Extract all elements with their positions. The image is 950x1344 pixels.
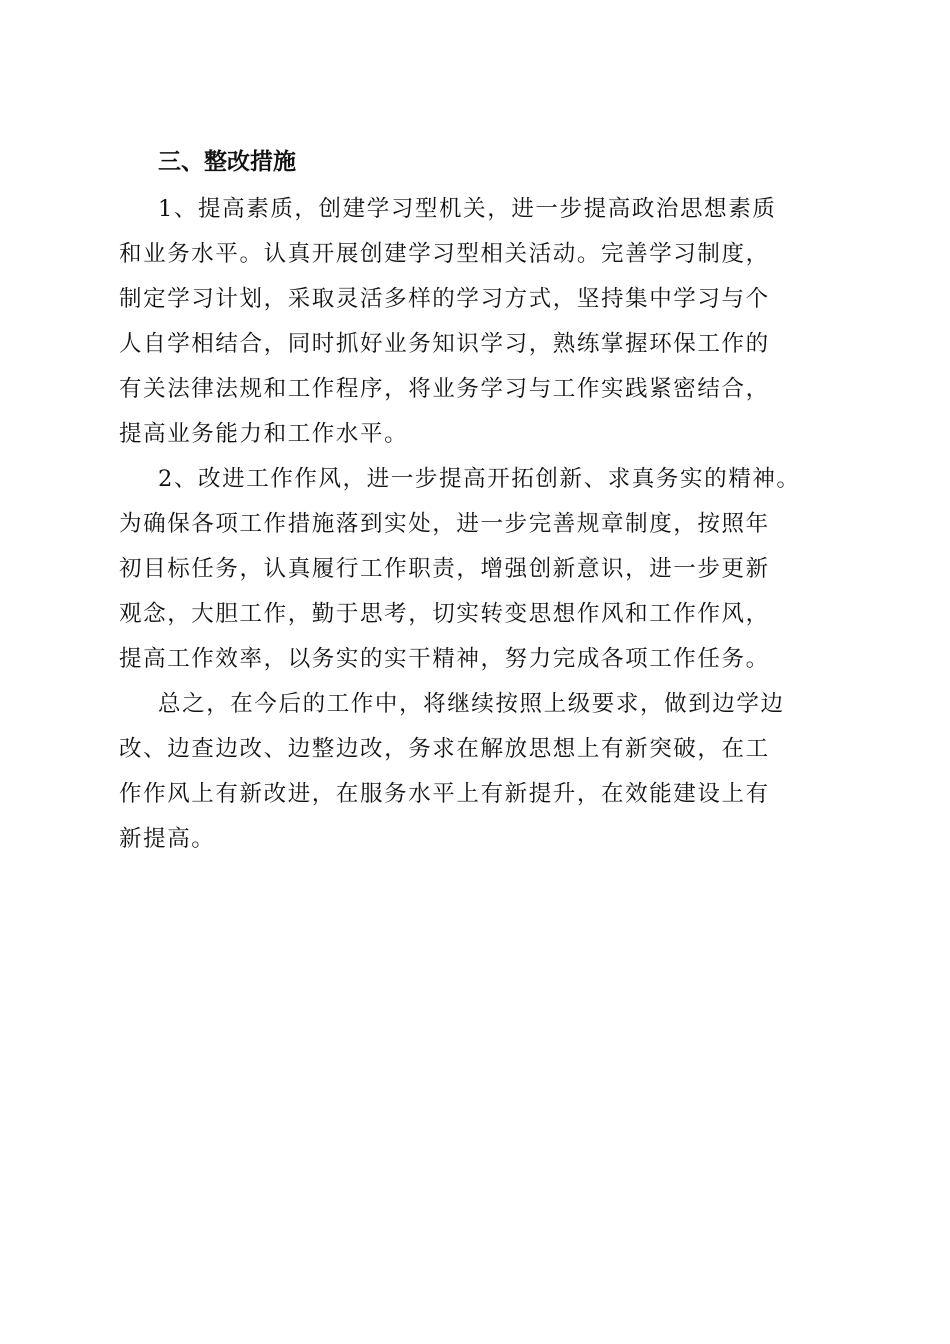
paragraph-line: 初目标任务，认真履行工作职责，增强创新意识，进一步更新 xyxy=(119,556,770,582)
paragraph-line: 总之，在今后的工作中，将继续按照上级要求，做到边学边 xyxy=(158,691,785,717)
paragraph-line: 提高工作效率，以务实的实干精神，努力完成各项工作任务。 xyxy=(119,646,770,672)
paragraph-line: 新提高。 xyxy=(119,826,216,852)
paragraph-line: 观念，大胆工作，勤于思考，切实转变思想作风和工作作风， xyxy=(119,601,770,627)
paragraph-line: 制定学习计划，采取灵活多样的学习方式，坚持集中学习与个 xyxy=(119,286,770,312)
paragraph-line: 2、改进工作作风，进一步提高开拓创新、求真务实的精神。 xyxy=(158,466,801,492)
paragraph-line: 改、边查边改、边整边改，务求在解放思想上有新突破，在工 xyxy=(119,736,770,762)
paragraph-line: 和业务水平。认真开展创建学习型相关活动。完善学习制度， xyxy=(119,241,770,267)
paragraph-line: 提高业务能力和工作水平。 xyxy=(119,421,409,447)
paragraph-line: 为确保各项工作措施落到实处，进一步完善规章制度，按照年 xyxy=(119,511,770,537)
section-heading: 三、整改措施 xyxy=(158,149,296,175)
paragraph-line: 有关法律法规和工作程序，将业务学习与工作实践紧密结合， xyxy=(119,376,770,402)
paragraph-line: 人自学相结合，同时抓好业务知识学习，熟练掌握环保工作的 xyxy=(119,331,770,357)
paragraph-line: 1、提高素质，创建学习型机关，进一步提高政治思想素质 xyxy=(158,196,777,222)
paragraph-line: 作作风上有新改进，在服务水平上有新提升，在效能建设上有 xyxy=(119,781,770,807)
